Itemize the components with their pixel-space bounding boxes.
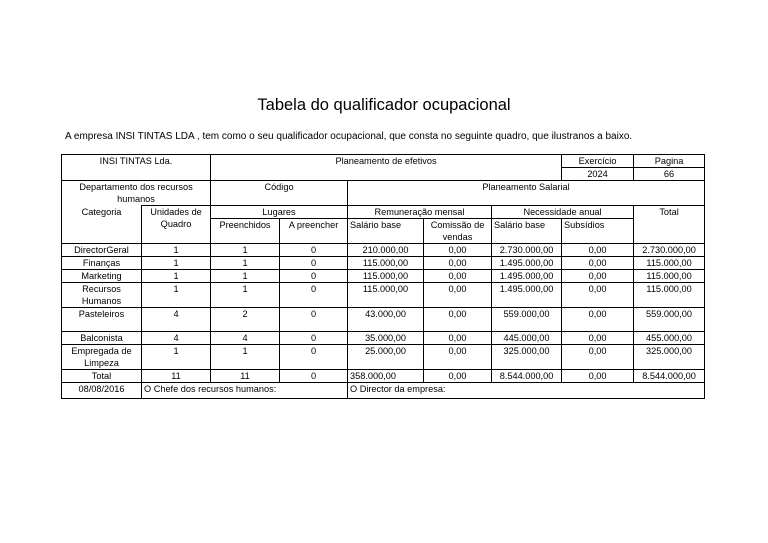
base-cell: 115.000,00 xyxy=(348,270,424,283)
code-cell: Código xyxy=(211,181,348,206)
commission-cell: 0,00 xyxy=(424,257,492,270)
units-cell: 4 xyxy=(142,332,211,345)
annual-base-cell: 445.000,00 xyxy=(492,332,562,345)
total-cell: 115.000,00 xyxy=(634,283,705,308)
subsidies-cell: 0,00 xyxy=(562,345,634,370)
director-signature: O Director da empresa: xyxy=(348,383,705,399)
totals-filled: 11 xyxy=(211,370,280,383)
subsidies-cell: 0,00 xyxy=(562,308,634,332)
totals-row xyxy=(62,370,705,383)
header-row-1 xyxy=(62,155,705,168)
units-cell: 1 xyxy=(142,244,211,257)
exercise-label: Exercício xyxy=(562,155,634,168)
total-cell: 115.000,00 xyxy=(634,257,705,270)
commission-cell: 0,00 xyxy=(424,332,492,345)
totals-commission: 0,00 xyxy=(424,370,492,383)
to-fill-cell: 0 xyxy=(280,270,348,283)
to-fill-cell: 0 xyxy=(280,283,348,308)
total-header: Total xyxy=(634,206,705,244)
table-row xyxy=(62,270,705,283)
total-cell: 455.000,00 xyxy=(634,332,705,345)
commission-cell: 0,00 xyxy=(424,308,492,332)
subsidies-cell: 0,00 xyxy=(562,332,634,345)
subsidies-cell: 0,00 xyxy=(562,270,634,283)
commission-cell: 0,00 xyxy=(424,244,492,257)
total-cell: 325.000,00 xyxy=(634,345,705,370)
header-row-3 xyxy=(62,181,705,206)
category-cell: Pasteleiros xyxy=(62,308,142,332)
category-cell: Balconista xyxy=(62,332,142,345)
totals-label: Total xyxy=(62,370,142,383)
subsidies-cell: 0,00 xyxy=(562,257,634,270)
totals-subsidies: 0,00 xyxy=(562,370,634,383)
intro-paragraph: A empresa INSI TINTAS LDA , tem como o seu qualificador ocupacional, que consta no seguinte quadro, que ilustranos a baixo. xyxy=(65,131,633,142)
hr-chief-signature: O Chefe dos recursos humanos: xyxy=(142,383,348,399)
totals-units: 11 xyxy=(142,370,211,383)
subsidies-cell: 0,00 xyxy=(562,244,634,257)
annual-base-cell: 1.495.000,00 xyxy=(492,283,562,308)
planning-cell: Planeamento de efetivos xyxy=(211,155,562,181)
to-fill-cell: 0 xyxy=(280,257,348,270)
footer-date: 08/08/2016 xyxy=(62,383,142,399)
page-title: Tabela do qualificador ocupacional xyxy=(257,96,511,114)
table-row xyxy=(62,308,705,332)
units-cell: 1 xyxy=(142,257,211,270)
filled-cell: 1 xyxy=(211,270,280,283)
base-salary-header: Salário base xyxy=(348,219,424,244)
annual-base-cell: 2.730.000,00 xyxy=(492,244,562,257)
totals-to-fill: 0 xyxy=(280,370,348,383)
filled-cell: 1 xyxy=(211,244,280,257)
filled-cell: 1 xyxy=(211,345,280,370)
base-cell: 35.000,00 xyxy=(348,332,424,345)
base-cell: 210.000,00 xyxy=(348,244,424,257)
table-row xyxy=(62,283,705,308)
qualifier-table xyxy=(61,154,705,399)
category-cell: Recursos Humanos xyxy=(62,283,142,308)
filled-cell: 1 xyxy=(211,283,280,308)
annual-base-header: Salário base xyxy=(492,219,562,244)
salary-planning-cell: Planeamento Salarial xyxy=(348,181,705,206)
units-cell: 1 xyxy=(142,270,211,283)
filled-cell: 2 xyxy=(211,308,280,332)
commission-header: Comissão de vendas xyxy=(424,219,492,244)
annual-base-cell: 325.000,00 xyxy=(492,345,562,370)
exercise-value: 2024 xyxy=(562,168,634,181)
totals-total: 8.544.000,00 xyxy=(634,370,705,383)
units-cell: 4 xyxy=(142,308,211,332)
table-row xyxy=(62,332,705,345)
base-cell: 115.000,00 xyxy=(348,283,424,308)
table-row xyxy=(62,244,705,257)
to-fill-cell: 0 xyxy=(280,345,348,370)
base-cell: 115.000,00 xyxy=(348,257,424,270)
total-cell: 115.000,00 xyxy=(634,270,705,283)
annual-base-cell: 559.000,00 xyxy=(492,308,562,332)
subsidies-header: Subsídios xyxy=(562,219,634,244)
to-fill-cell: 0 xyxy=(280,244,348,257)
totals-base: 358.000,00 xyxy=(348,370,424,383)
units-header: Unidades de Quadro xyxy=(142,206,211,244)
commission-cell: 0,00 xyxy=(424,283,492,308)
total-cell: 2.730.000,00 xyxy=(634,244,705,257)
to-fill-header: A preencher xyxy=(280,219,348,244)
total-cell: 559.000,00 xyxy=(634,308,705,332)
commission-cell: 0,00 xyxy=(424,345,492,370)
page-value: 66 xyxy=(634,168,705,181)
monthly-pay-header: Remuneração mensal xyxy=(348,206,492,219)
filled-cell: 1 xyxy=(211,257,280,270)
filled-header: Preenchidos xyxy=(211,219,280,244)
base-cell: 25.000,00 xyxy=(348,345,424,370)
places-header: Lugares xyxy=(211,206,348,219)
subsidies-cell: 0,00 xyxy=(562,283,634,308)
table-row xyxy=(62,257,705,270)
company-cell: INSI TINTAS Lda. xyxy=(62,155,211,181)
category-cell: DirectorGeral xyxy=(62,244,142,257)
base-cell: 43.000,00 xyxy=(348,308,424,332)
to-fill-cell: 0 xyxy=(280,332,348,345)
category-cell: Finanças xyxy=(62,257,142,270)
annual-need-header: Necessidade anual xyxy=(492,206,634,219)
units-cell: 1 xyxy=(142,345,211,370)
page-label: Pagina xyxy=(634,155,705,168)
category-cell: Marketing xyxy=(62,270,142,283)
table-row xyxy=(62,345,705,370)
annual-base-cell: 1.495.000,00 xyxy=(492,257,562,270)
units-cell: 1 xyxy=(142,283,211,308)
department-cell: Departamento dos recursos humanos xyxy=(62,181,211,206)
commission-cell: 0,00 xyxy=(424,270,492,283)
annual-base-cell: 1.495.000,00 xyxy=(492,270,562,283)
footer-row xyxy=(62,383,705,399)
to-fill-cell: 0 xyxy=(280,308,348,332)
totals-annual-base: 8.544.000,00 xyxy=(492,370,562,383)
header-row-4 xyxy=(62,206,705,219)
category-cell: Empregada de Limpeza xyxy=(62,345,142,370)
filled-cell: 4 xyxy=(211,332,280,345)
category-header: Categoria xyxy=(62,206,142,244)
